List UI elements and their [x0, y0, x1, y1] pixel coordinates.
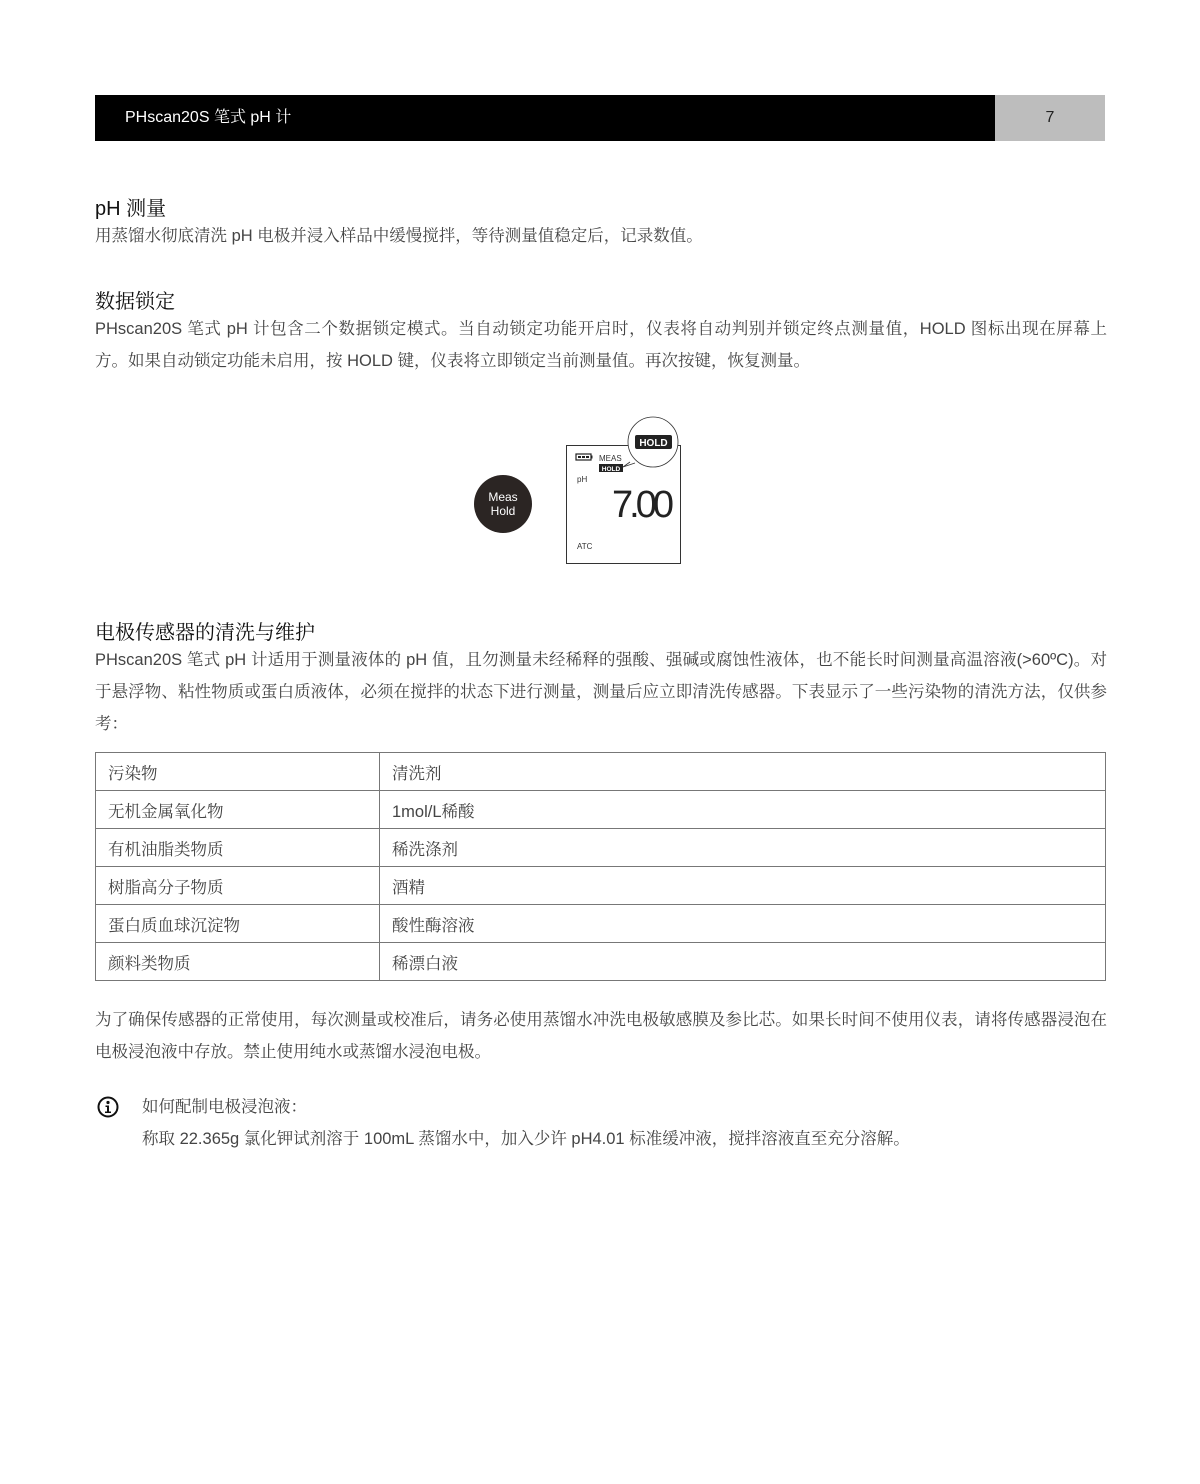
column-header: 污染物 [96, 753, 380, 791]
atc-indicator: ATC [577, 542, 593, 551]
page-header [95, 95, 1105, 141]
table-cell: 酒精 [380, 867, 1106, 905]
table-cell: 颜料类物质 [96, 943, 380, 981]
info-icon [97, 1096, 119, 1118]
document-title: PHscan20S 笔式 pH 计 [95, 95, 995, 141]
section-paragraph: PHscan20S 笔式 pH 计适用于测量液体的 pH 值，且勿测量未经稀释的强酸、强碱或腐蚀性液体，也不能长时间测量高温溶液(>60ºC)。对于悬浮物、粘性物质或蛋白质液体，必须在搅拌的状态下进行测量，测量后应立即清洗传感器。下表显示了一些污染物的清洗方法，仅供参考： [95, 651, 1107, 733]
page-number: 7 [995, 95, 1105, 141]
button-label: Meas [488, 490, 518, 504]
note-title: 如何配制电极浸泡液： [142, 1098, 307, 1116]
section-paragraph: PHscan20S 笔式 pH 计包含二个数据锁定模式。当自动锁定功能开启时，仪表将自动判别并锁定终点测量值，HOLD 图标出现在屏幕上方。如果自动锁定功能未启用，按 HOLD 键，仪表将立即锁定当前测量值。再次按键，恢复测量。 [95, 320, 1107, 370]
table-cell: 有机油脂类物质 [96, 829, 380, 867]
hold-callout-label: HOLD [639, 438, 668, 449]
hold-diagram [460, 410, 700, 570]
table-cell: 树脂高分子物质 [96, 867, 380, 905]
table-header-row [96, 753, 1106, 791]
table-cell: 蛋白质血球沉淀物 [96, 905, 380, 943]
table-row [96, 791, 1106, 829]
table-cell: 1mol/L稀酸 [380, 791, 1106, 829]
maintenance-paragraph: 为了确保传感器的正常使用，每次测量或校准后，请务必使用蒸馏水冲洗电极敏感膜及参比芯。如果长时间不使用仪表，请将传感器浸泡在电极浸泡液中存放。禁止使用纯水或蒸馏水浸泡电极。 [95, 1011, 1107, 1061]
column-header: 清洗剂 [380, 753, 1106, 791]
ph-unit-label: pH [577, 475, 588, 484]
table-cell: 稀洗涤剂 [380, 829, 1106, 867]
table-row [96, 867, 1106, 905]
table-row [96, 829, 1106, 867]
table-row [96, 905, 1106, 943]
section-paragraph: 用蒸馏水彻底清洗 pH 电极并浸入样品中缓慢搅拌，等待测量值稳定后，记录数值。 [95, 227, 703, 245]
button-label: Hold [490, 504, 516, 518]
table-cell: 酸性酶溶液 [380, 905, 1106, 943]
ph-reading: 7.00 [612, 484, 670, 526]
table-cell: 无机金属氧化物 [96, 791, 380, 829]
section-heading-cleaning: 电极传感器的清洗与维护 [95, 622, 315, 644]
section-heading-ph-measurement: pH 测量 [95, 198, 167, 220]
note-text: 称取 22.365g 氯化钾试剂溶于 100mL 蒸馏水中，加入少许 pH4.01 标准缓冲液，搅拌溶液直至充分溶解。 [142, 1130, 910, 1148]
cleaning-table [95, 752, 1106, 981]
section-heading-data-hold: 数据锁定 [95, 291, 175, 313]
table-row [96, 943, 1106, 981]
meas-indicator: MEAS [599, 454, 622, 463]
table-cell: 稀漂白液 [380, 943, 1106, 981]
hold-indicator: HOLD [601, 466, 621, 473]
